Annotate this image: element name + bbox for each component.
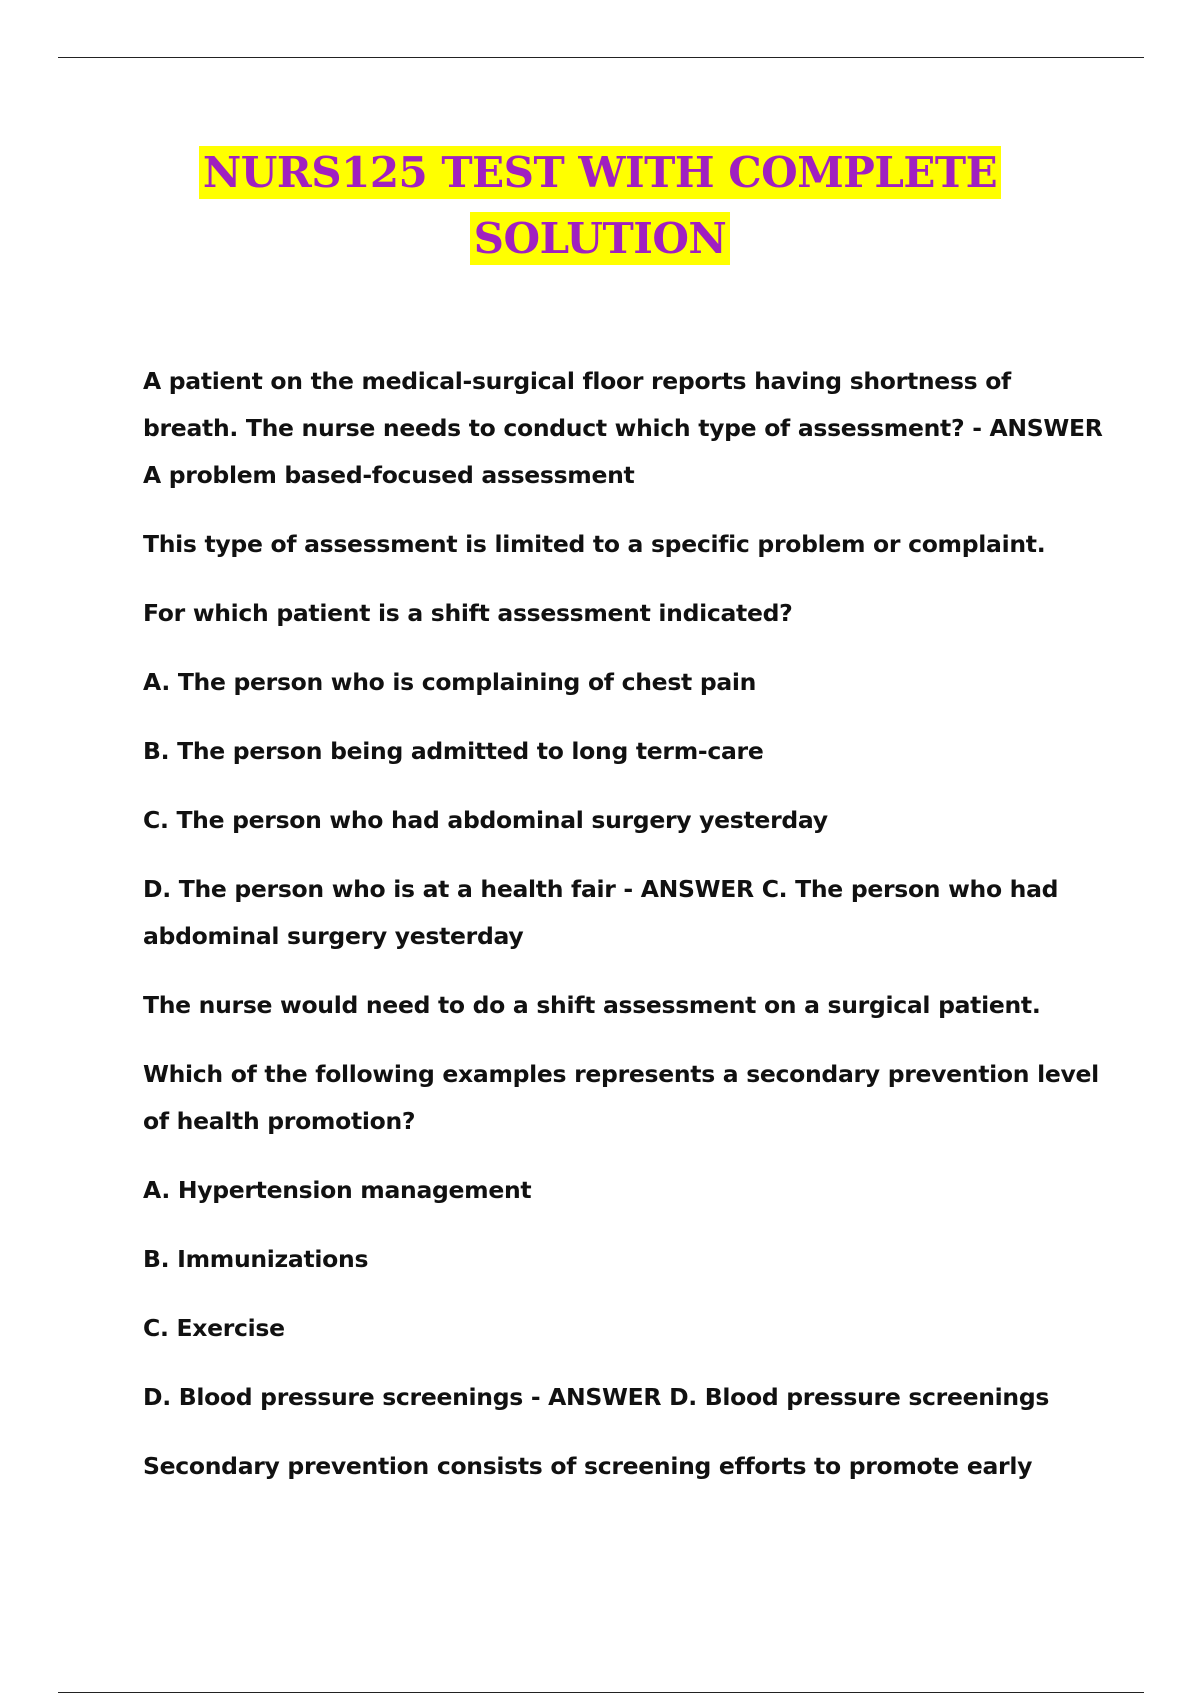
paragraph-q2-option-b: B. The person being admitted to long term-care — [143, 737, 764, 765]
paragraph-q3-option-a: A. Hypertension management — [143, 1176, 532, 1204]
document-body — [143, 358, 1103, 1512]
paragraph-rationale-3: Secondary prevention consists of screening efforts to promote early — [143, 1452, 1033, 1480]
paragraph-q2-option-d-answer: D. The person who is at a health fair - ANSWER C. The person who had abdominal surgery yesterday — [143, 875, 1059, 950]
paragraph-q3-option-b: B. Immunizations — [143, 1245, 369, 1273]
page-title — [0, 140, 1200, 272]
paragraph-q3-option-d-answer: D. Blood pressure screenings - ANSWER D. Blood pressure screenings — [143, 1383, 1050, 1411]
title-line-2: SOLUTION — [470, 212, 731, 265]
paragraph-rationale-2: The nurse would need to do a shift assessment on a surgical patient. — [143, 991, 1041, 1019]
header-rule — [58, 57, 1144, 58]
paragraph-q3: Which of the following examples represents a secondary prevention level of health promotion? — [143, 1060, 1099, 1135]
paragraph-q2: For which patient is a shift assessment indicated? — [143, 599, 793, 627]
title-line-1: NURS125 TEST WITH COMPLETE — [199, 146, 1001, 199]
paragraph-q1: A patient on the medical-surgical floor reports having shortness of breath. The nurse needs to conduct which type of assessment? - ANSWER A problem based-focused assessment — [143, 367, 1103, 489]
paragraph-q3-option-c: C. Exercise — [143, 1314, 285, 1342]
footer-rule — [58, 1692, 1144, 1693]
paragraph-q2-option-a: A. The person who is complaining of chest pain — [143, 668, 757, 696]
paragraph-q2-option-c: C. The person who had abdominal surgery yesterday — [143, 806, 828, 834]
paragraph-rationale-1: This type of assessment is limited to a specific problem or complaint. — [143, 530, 1046, 558]
